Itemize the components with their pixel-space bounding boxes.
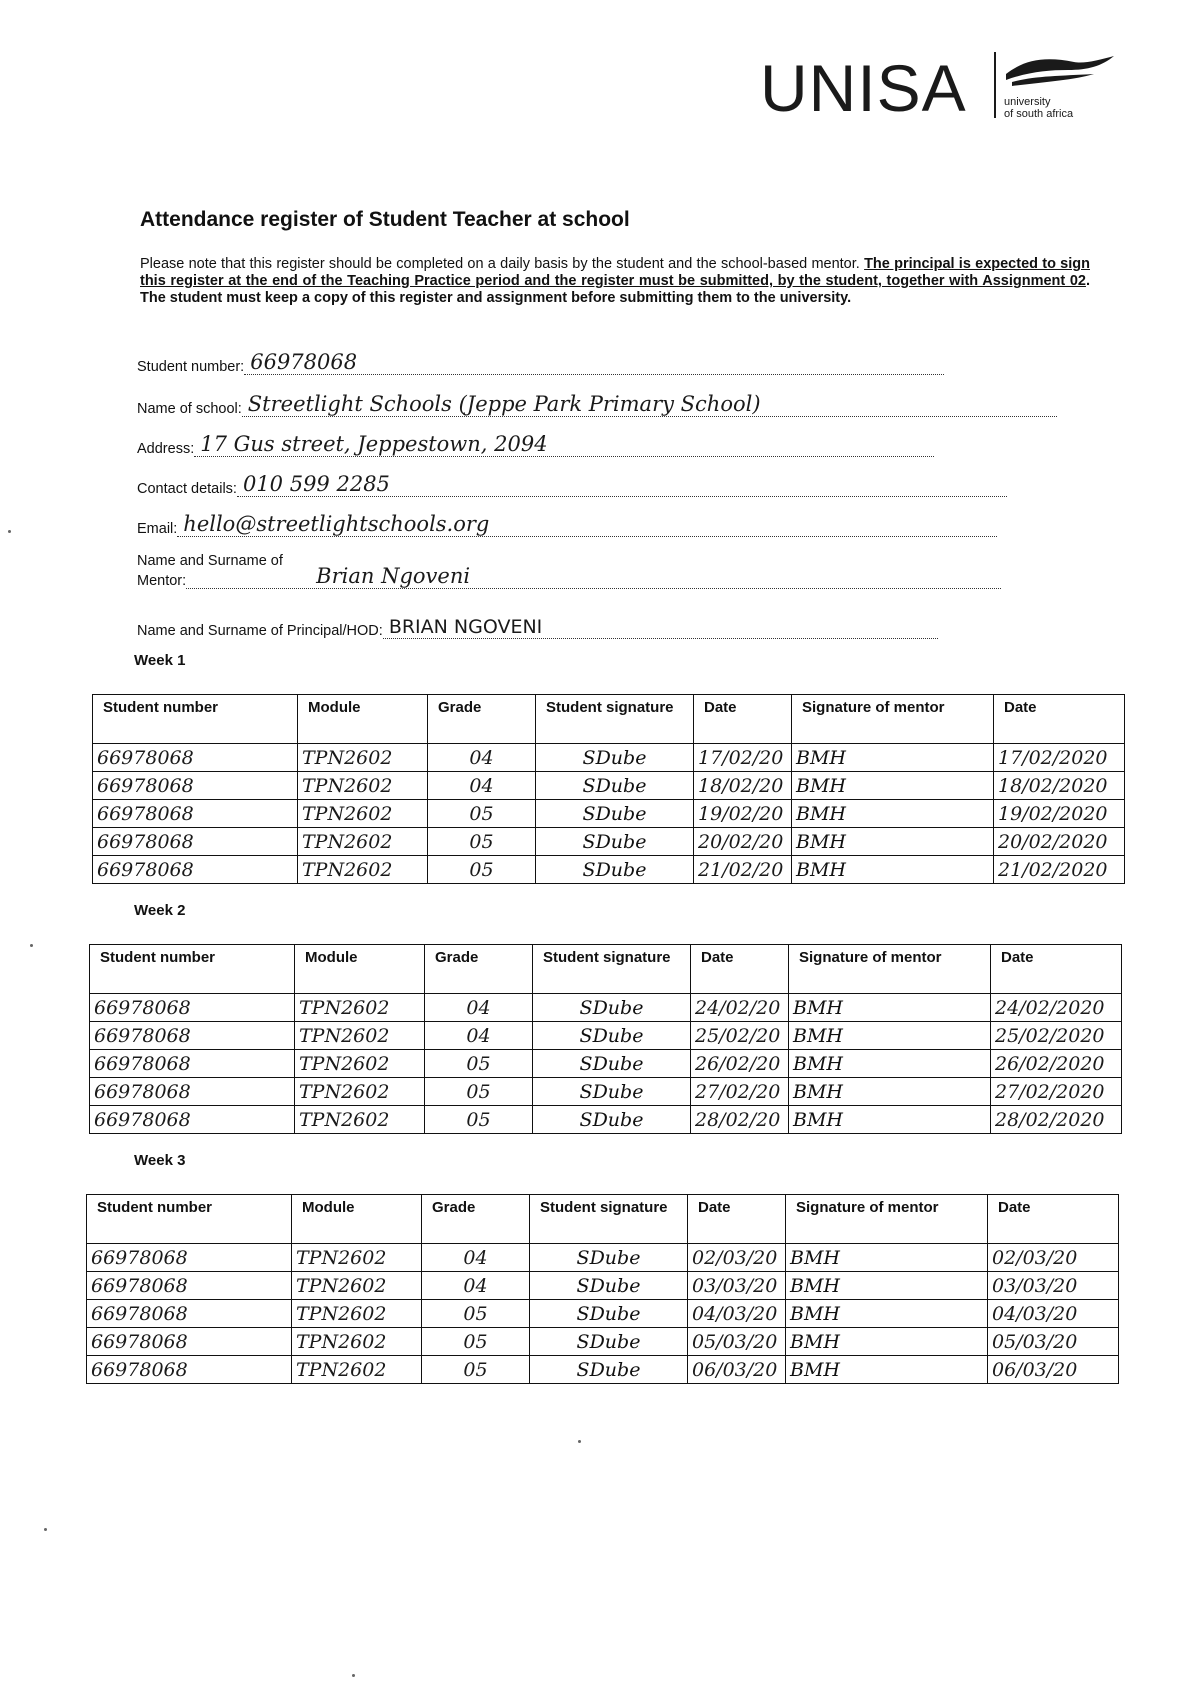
header-module: Module bbox=[298, 695, 428, 744]
school-name-label: Name of school: bbox=[137, 401, 242, 417]
school-name-value: Streetlight Schools (Jeppe Park Primary School) bbox=[247, 392, 761, 416]
mentor-signature-cell: BMH bbox=[792, 800, 994, 828]
table-row bbox=[90, 1106, 1122, 1134]
student-number-line bbox=[244, 348, 944, 375]
scan-speck bbox=[30, 944, 33, 947]
school-name-field bbox=[137, 390, 1057, 417]
mentor-signature-cell: BMH bbox=[789, 1050, 991, 1078]
header-student-signature: Student signature bbox=[536, 695, 694, 744]
table-row bbox=[93, 800, 1125, 828]
table-row bbox=[93, 856, 1125, 884]
mentor-signature-cell: BMH bbox=[786, 1300, 988, 1328]
date-cell: 02/03/20 bbox=[688, 1244, 786, 1272]
address-value: 17 Gus street, Jeppestown, 2094 bbox=[200, 432, 548, 456]
date-cell: 04/03/20 bbox=[688, 1300, 786, 1328]
table-row bbox=[87, 1244, 1119, 1272]
student-number-cell: 66978068 bbox=[93, 800, 298, 828]
mentor-label-line2: Mentor: bbox=[137, 573, 187, 589]
module-cell: TPN2602 bbox=[295, 1050, 425, 1078]
student-number-cell: 66978068 bbox=[93, 744, 298, 772]
student-signature-cell: SDube bbox=[533, 1022, 691, 1050]
module-cell: TPN2602 bbox=[298, 772, 428, 800]
week-2-table bbox=[89, 944, 1122, 1134]
date-cell: 28/02/20 bbox=[691, 1106, 789, 1134]
date-cell: 25/02/20 bbox=[691, 1022, 789, 1050]
contact-details-line bbox=[237, 470, 1007, 497]
date-cell: 06/03/20 bbox=[688, 1356, 786, 1384]
grade-cell: 04 bbox=[422, 1272, 530, 1300]
email-value: hello@streetlightschools.org bbox=[183, 512, 490, 536]
logo-wordmark: UNISA bbox=[760, 51, 967, 125]
mentor-line bbox=[186, 562, 1001, 589]
grade-cell: 04 bbox=[425, 1022, 533, 1050]
table-row bbox=[90, 1078, 1122, 1106]
date-2-cell: 05/03/20 bbox=[988, 1328, 1119, 1356]
mentor-signature-cell: BMH bbox=[786, 1356, 988, 1384]
header-student-number: Student number bbox=[87, 1195, 292, 1244]
table-row bbox=[87, 1356, 1119, 1384]
header-date: Date bbox=[691, 945, 789, 994]
date-2-cell: 02/03/20 bbox=[988, 1244, 1119, 1272]
contact-details-label: Contact details: bbox=[137, 481, 237, 497]
student-signature-cell: SDube bbox=[533, 1078, 691, 1106]
table-row bbox=[90, 1022, 1122, 1050]
date-2-cell: 27/02/2020 bbox=[991, 1078, 1122, 1106]
grade-cell: 05 bbox=[422, 1356, 530, 1384]
principal-line bbox=[383, 612, 938, 639]
mentor-signature-cell: BMH bbox=[789, 1022, 991, 1050]
mentor-signature-cell: BMH bbox=[792, 828, 994, 856]
date-2-cell: 28/02/2020 bbox=[991, 1106, 1122, 1134]
date-cell: 17/02/20 bbox=[694, 744, 792, 772]
email-label: Email: bbox=[137, 521, 178, 537]
note-part3: . The student must keep a copy of this register and assignment before submitting them to the university. bbox=[140, 273, 1090, 306]
principal-field bbox=[137, 612, 938, 639]
header-student-signature: Student signature bbox=[530, 1195, 688, 1244]
module-cell: TPN2602 bbox=[298, 744, 428, 772]
date-cell: 05/03/20 bbox=[688, 1328, 786, 1356]
table-row bbox=[90, 1050, 1122, 1078]
mentor-signature-cell: BMH bbox=[786, 1244, 988, 1272]
student-number-cell: 66978068 bbox=[90, 994, 295, 1022]
student-signature-cell: SDube bbox=[530, 1356, 688, 1384]
student-signature-cell: SDube bbox=[536, 800, 694, 828]
header-date-2: Date bbox=[988, 1195, 1119, 1244]
student-signature-cell: SDube bbox=[536, 828, 694, 856]
date-2-cell: 21/02/2020 bbox=[994, 856, 1125, 884]
principal-value: BRIAN NGOVENI bbox=[388, 616, 543, 638]
date-cell: 21/02/20 bbox=[694, 856, 792, 884]
table-row bbox=[93, 828, 1125, 856]
date-2-cell: 17/02/2020 bbox=[994, 744, 1125, 772]
date-cell: 24/02/20 bbox=[691, 994, 789, 1022]
student-number-cell: 66978068 bbox=[87, 1272, 292, 1300]
module-cell: TPN2602 bbox=[292, 1328, 422, 1356]
student-signature-cell: SDube bbox=[536, 772, 694, 800]
logo-subtitle bbox=[1004, 96, 1073, 120]
header-date-2: Date bbox=[994, 695, 1125, 744]
student-number-cell: 66978068 bbox=[87, 1244, 292, 1272]
header-mentor-signature: Signature of mentor bbox=[789, 945, 991, 994]
header-date: Date bbox=[694, 695, 792, 744]
module-cell: TPN2602 bbox=[292, 1272, 422, 1300]
module-cell: TPN2602 bbox=[295, 1106, 425, 1134]
grade-cell: 04 bbox=[425, 994, 533, 1022]
mentor-signature-cell: BMH bbox=[789, 1106, 991, 1134]
date-2-cell: 06/03/20 bbox=[988, 1356, 1119, 1384]
mentor-signature-cell: BMH bbox=[786, 1272, 988, 1300]
student-signature-cell: SDube bbox=[530, 1272, 688, 1300]
student-number-field bbox=[137, 348, 944, 375]
header-date-2: Date bbox=[991, 945, 1122, 994]
scan-speck bbox=[44, 1528, 47, 1531]
student-number-cell: 66978068 bbox=[90, 1078, 295, 1106]
grade-cell: 05 bbox=[422, 1300, 530, 1328]
date-cell: 27/02/20 bbox=[691, 1078, 789, 1106]
bird-logo-icon bbox=[1004, 52, 1116, 92]
student-number-cell: 66978068 bbox=[87, 1328, 292, 1356]
date-2-cell: 04/03/20 bbox=[988, 1300, 1119, 1328]
scan-speck bbox=[8, 530, 11, 533]
scan-speck bbox=[352, 1674, 355, 1677]
date-cell: 03/03/20 bbox=[688, 1272, 786, 1300]
student-number-cell: 66978068 bbox=[87, 1356, 292, 1384]
date-cell: 20/02/20 bbox=[694, 828, 792, 856]
contact-details-field bbox=[137, 470, 1007, 497]
week-1-table bbox=[92, 694, 1125, 884]
date-cell: 26/02/20 bbox=[691, 1050, 789, 1078]
date-2-cell: 26/02/2020 bbox=[991, 1050, 1122, 1078]
header-grade: Grade bbox=[422, 1195, 530, 1244]
module-cell: TPN2602 bbox=[295, 1022, 425, 1050]
date-2-cell: 25/02/2020 bbox=[991, 1022, 1122, 1050]
header-grade: Grade bbox=[428, 695, 536, 744]
unisa-logo bbox=[760, 46, 1120, 126]
student-signature-cell: SDube bbox=[533, 994, 691, 1022]
student-number-cell: 66978068 bbox=[93, 856, 298, 884]
principal-label: Name and Surname of Principal/HOD: bbox=[137, 623, 383, 639]
date-2-cell: 18/02/2020 bbox=[994, 772, 1125, 800]
header-module: Module bbox=[295, 945, 425, 994]
note-part2: The principal is expected to sign this register at the end of the Teaching Practice period and the register must be submitted, by the student, together with Assignment 02 bbox=[140, 256, 1090, 289]
note-part1: Please note that this register should be completed on a daily basis by the student and the school-based mentor. bbox=[140, 256, 860, 272]
address-label: Address: bbox=[137, 441, 195, 457]
mentor-value: Brian Ngoveni bbox=[316, 564, 471, 588]
grade-cell: 05 bbox=[428, 828, 536, 856]
week-3-table bbox=[86, 1194, 1119, 1384]
module-cell: TPN2602 bbox=[295, 1078, 425, 1106]
grade-cell: 04 bbox=[428, 772, 536, 800]
table-row bbox=[90, 994, 1122, 1022]
student-number-cell: 66978068 bbox=[93, 772, 298, 800]
module-cell: TPN2602 bbox=[295, 994, 425, 1022]
week-2-label: Week 2 bbox=[134, 902, 186, 919]
grade-cell: 04 bbox=[428, 744, 536, 772]
grade-cell: 05 bbox=[428, 800, 536, 828]
grade-cell: 05 bbox=[425, 1106, 533, 1134]
student-signature-cell: SDube bbox=[530, 1328, 688, 1356]
student-signature-cell: SDube bbox=[530, 1244, 688, 1272]
table-row bbox=[87, 1272, 1119, 1300]
student-signature-cell: SDube bbox=[530, 1300, 688, 1328]
table-header-row bbox=[87, 1195, 1119, 1244]
student-number-cell: 66978068 bbox=[87, 1300, 292, 1328]
mentor-signature-cell: BMH bbox=[789, 994, 991, 1022]
date-2-cell: 20/02/2020 bbox=[994, 828, 1125, 856]
grade-cell: 04 bbox=[422, 1244, 530, 1272]
table-row bbox=[87, 1328, 1119, 1356]
student-signature-cell: SDube bbox=[533, 1106, 691, 1134]
scan-speck bbox=[578, 1440, 581, 1443]
header-date: Date bbox=[688, 1195, 786, 1244]
date-2-cell: 19/02/2020 bbox=[994, 800, 1125, 828]
grade-cell: 05 bbox=[428, 856, 536, 884]
header-student-signature: Student signature bbox=[533, 945, 691, 994]
table-row bbox=[93, 772, 1125, 800]
page-title: Attendance register of Student Teacher at school bbox=[140, 208, 630, 231]
date-2-cell: 03/03/20 bbox=[988, 1272, 1119, 1300]
mentor-signature-cell: BMH bbox=[786, 1328, 988, 1356]
logo-separator bbox=[994, 52, 996, 118]
week-3-label: Week 3 bbox=[134, 1152, 186, 1169]
student-signature-cell: SDube bbox=[536, 744, 694, 772]
module-cell: TPN2602 bbox=[298, 856, 428, 884]
contact-details-value: 010 599 2285 bbox=[242, 472, 390, 496]
mentor-signature-cell: BMH bbox=[789, 1078, 991, 1106]
mentor-signature-cell: BMH bbox=[792, 856, 994, 884]
logo-subtitle-line2: of south africa bbox=[1004, 108, 1074, 120]
instructions-note bbox=[140, 256, 1090, 307]
student-signature-cell: SDube bbox=[536, 856, 694, 884]
mentor-label-line1: Name and Surname of bbox=[137, 553, 283, 569]
header-mentor-signature: Signature of mentor bbox=[792, 695, 994, 744]
module-cell: TPN2602 bbox=[298, 800, 428, 828]
address-field bbox=[137, 430, 934, 457]
table-header-row bbox=[90, 945, 1122, 994]
email-field bbox=[137, 510, 997, 537]
school-name-line bbox=[242, 390, 1057, 417]
table-row bbox=[87, 1300, 1119, 1328]
grade-cell: 05 bbox=[425, 1078, 533, 1106]
module-cell: TPN2602 bbox=[292, 1300, 422, 1328]
date-cell: 19/02/20 bbox=[694, 800, 792, 828]
module-cell: TPN2602 bbox=[298, 828, 428, 856]
student-number-label: Student number: bbox=[137, 359, 245, 375]
module-cell: TPN2602 bbox=[292, 1244, 422, 1272]
student-number-cell: 66978068 bbox=[93, 828, 298, 856]
email-line bbox=[177, 510, 997, 537]
mentor-signature-cell: BMH bbox=[792, 744, 994, 772]
student-signature-cell: SDube bbox=[533, 1050, 691, 1078]
table-header-row bbox=[93, 695, 1125, 744]
grade-cell: 05 bbox=[425, 1050, 533, 1078]
header-student-number: Student number bbox=[93, 695, 298, 744]
header-grade: Grade bbox=[425, 945, 533, 994]
module-cell: TPN2602 bbox=[292, 1356, 422, 1384]
student-number-cell: 66978068 bbox=[90, 1022, 295, 1050]
student-number-cell: 66978068 bbox=[90, 1050, 295, 1078]
date-2-cell: 24/02/2020 bbox=[991, 994, 1122, 1022]
table-row bbox=[93, 744, 1125, 772]
grade-cell: 05 bbox=[422, 1328, 530, 1356]
week-1-label: Week 1 bbox=[134, 652, 186, 669]
header-mentor-signature: Signature of mentor bbox=[786, 1195, 988, 1244]
mentor-signature-cell: BMH bbox=[792, 772, 994, 800]
header-module: Module bbox=[292, 1195, 422, 1244]
date-cell: 18/02/20 bbox=[694, 772, 792, 800]
logo-subtitle-line1: university bbox=[1004, 96, 1051, 108]
header-student-number: Student number bbox=[90, 945, 295, 994]
student-number-cell: 66978068 bbox=[90, 1106, 295, 1134]
student-number-value: 66978068 bbox=[250, 350, 358, 374]
address-line bbox=[194, 430, 934, 457]
mentor-field bbox=[137, 562, 1001, 589]
